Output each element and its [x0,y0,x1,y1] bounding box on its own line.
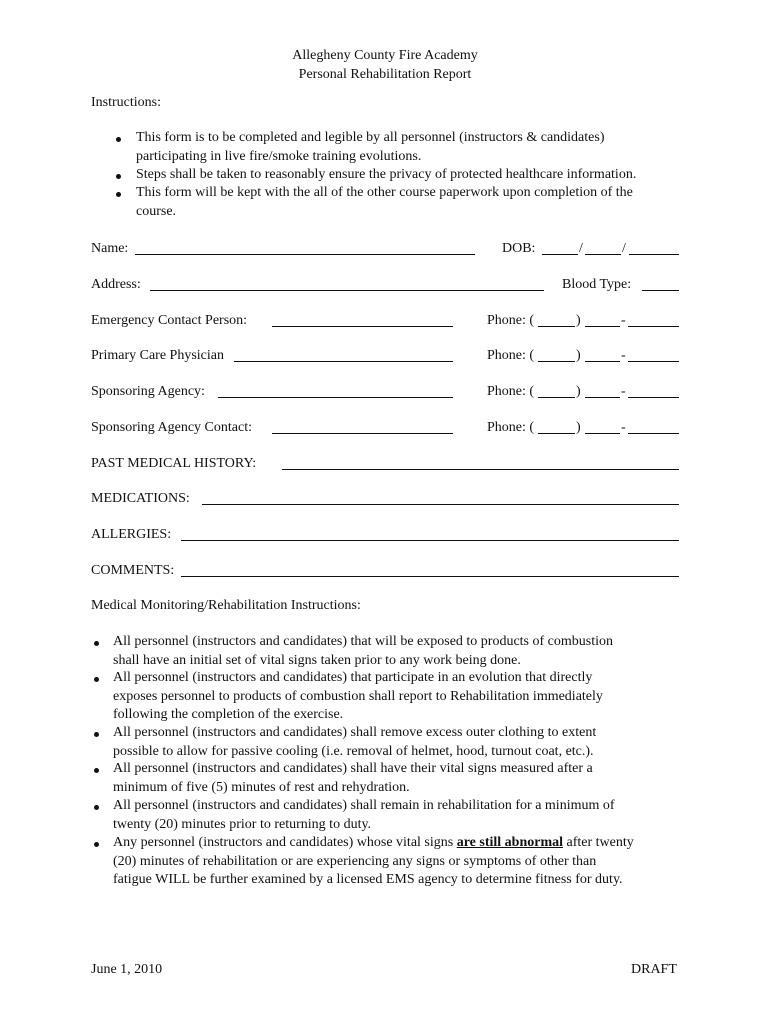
blood-type-field[interactable] [642,290,679,291]
bullet-icon [94,768,99,773]
phone-dash: - [621,313,626,328]
monitoring-heading: Medical Monitoring/Rehabilitation Instructions: [91,598,361,613]
phone-prefix-field[interactable] [585,361,620,362]
monitoring-line: All personnel (instructors and candidates) that will be exposed to products of combustion [113,634,614,649]
dob-separator: / [579,241,583,256]
monitoring-line: fatigue WILL be further examined by a licensed EMS agency to determine fitness for duty. [113,872,623,887]
phone-paren: ) [576,384,581,399]
phone-prefix-field[interactable] [585,326,620,327]
emergency-contact-field[interactable] [272,326,453,327]
medications-label: MEDICATIONS: [91,491,190,506]
bullet-icon [94,732,99,737]
instruction-line: This form is to be completed and legible by all personnel (instructors & candidates) [136,130,605,145]
instruction-line: This form will be kept with the all of the other course paperwork upon completion of the [136,185,633,200]
bullet-icon [94,641,99,646]
phone-paren: ) [576,313,581,328]
monitoring-line: minimum of five (5) minutes of rest and rehydration. [113,779,410,795]
phone-paren: ) [576,348,581,363]
past-medical-field[interactable] [282,469,679,470]
bullet-icon [116,137,121,142]
monitoring-line: possible to allow for passive cooling (i.e. removal of helmet, hood, turnout coat, etc.). [113,743,594,759]
bullet-icon [94,805,99,810]
dob-separator: / [622,241,626,256]
phone-number-field[interactable] [628,397,679,398]
phone-dash: - [621,348,626,363]
monitoring-line [113,834,634,853]
comments-label: COMMENTS: [91,563,175,578]
sponsoring-agency-field[interactable] [218,397,453,398]
monitoring-line: All personnel (instructors and candidates) shall have their vital signs measured after a [113,761,593,776]
bullet-icon [116,192,121,197]
instruction-line: Steps shall be taken to reasonably ensure the privacy of protected healthcare information. [136,167,637,182]
primary-care-label: Primary Care Physician [91,348,224,363]
sponsoring-contact-label: Sponsoring Agency Contact: [91,420,252,435]
phone-area-field[interactable] [538,361,575,362]
dob-year-field[interactable] [629,254,679,255]
instruction-line: participating in live fire/smoke training evolutions. [136,148,422,164]
monitoring-item [113,724,596,761]
instruction-item [136,184,633,221]
monitoring-text: after twenty [563,835,634,850]
footer-date: June 1, 2010 [91,962,163,977]
phone-prefix-field[interactable] [585,397,620,398]
phone-number-field[interactable] [628,433,679,434]
monitoring-line: All personnel (instructors and candidates) shall remove excess outer clothing to extent [113,725,597,740]
bullet-icon [94,842,99,847]
dob-month-field[interactable] [542,254,578,255]
bullet-icon [116,174,121,179]
sponsoring-contact-field[interactable] [272,433,453,434]
instructions-heading: Instructions: [91,95,161,110]
primary-care-field[interactable] [234,361,453,362]
phone-label: Phone: ( [487,348,535,363]
monitoring-line: shall have an initial set of vital signs taken prior to any work being done. [113,652,521,668]
monitoring-line: All personnel (instructors and candidates) shall remain in rehabilitation for a minimum of [113,798,615,813]
past-medical-label: PAST MEDICAL HISTORY: [91,456,257,471]
form-subtitle: Personal Rehabilitation Report [298,67,472,82]
phone-label: Phone: ( [487,313,535,328]
address-label: Address: [91,277,141,292]
emphasis-text: are still abnormal [456,835,564,850]
monitoring-item [113,669,603,725]
form-title: Allegheny County Fire Academy [292,48,478,63]
monitoring-item [113,797,615,834]
medications-field[interactable] [202,504,679,505]
phone-area-field[interactable] [538,433,575,434]
dob-label: DOB: [502,241,536,256]
phone-dash: - [621,384,626,399]
instruction-item [136,166,636,185]
sponsoring-agency-label: Sponsoring Agency: [91,384,205,399]
phone-number-field[interactable] [628,361,679,362]
instruction-line: course. [136,203,177,219]
bullet-icon [94,677,99,682]
monitoring-line: exposes personnel to products of combustion shall report to Rehabilitation immediately [113,688,603,704]
phone-label: Phone: ( [487,420,535,435]
monitoring-line: All personnel (instructors and candidates) that participate in an evolution that directly [113,670,593,685]
name-label: Name: [91,241,129,256]
allergies-label: ALLERGIES: [91,527,172,542]
phone-prefix-field[interactable] [585,433,620,434]
phone-area-field[interactable] [538,397,575,398]
footer-status: DRAFT [631,962,677,977]
monitoring-item [113,633,613,670]
phone-area-field[interactable] [538,326,575,327]
monitoring-line: twenty (20) minutes prior to returning to duty. [113,816,372,832]
monitoring-line: (20) minutes of rehabilitation or are experiencing any signs or symptoms of other than [113,853,597,869]
address-field[interactable] [150,290,544,291]
allergies-field[interactable] [181,540,679,541]
monitoring-text: Any personnel (instructors and candidates) whose vital signs [113,835,457,850]
blood-type-label: Blood Type: [562,277,632,292]
phone-dash: - [621,420,626,435]
monitoring-line: following the completion of the exercise. [113,707,344,722]
emergency-contact-label: Emergency Contact Person: [91,313,248,328]
instruction-item [136,129,605,166]
phone-paren: ) [576,420,581,435]
comments-field[interactable] [181,576,679,577]
monitoring-item [113,760,593,797]
name-field[interactable] [135,254,475,255]
dob-day-field[interactable] [585,254,621,255]
phone-number-field[interactable] [628,326,679,327]
phone-label: Phone: ( [487,384,535,399]
monitoring-item [113,834,634,890]
